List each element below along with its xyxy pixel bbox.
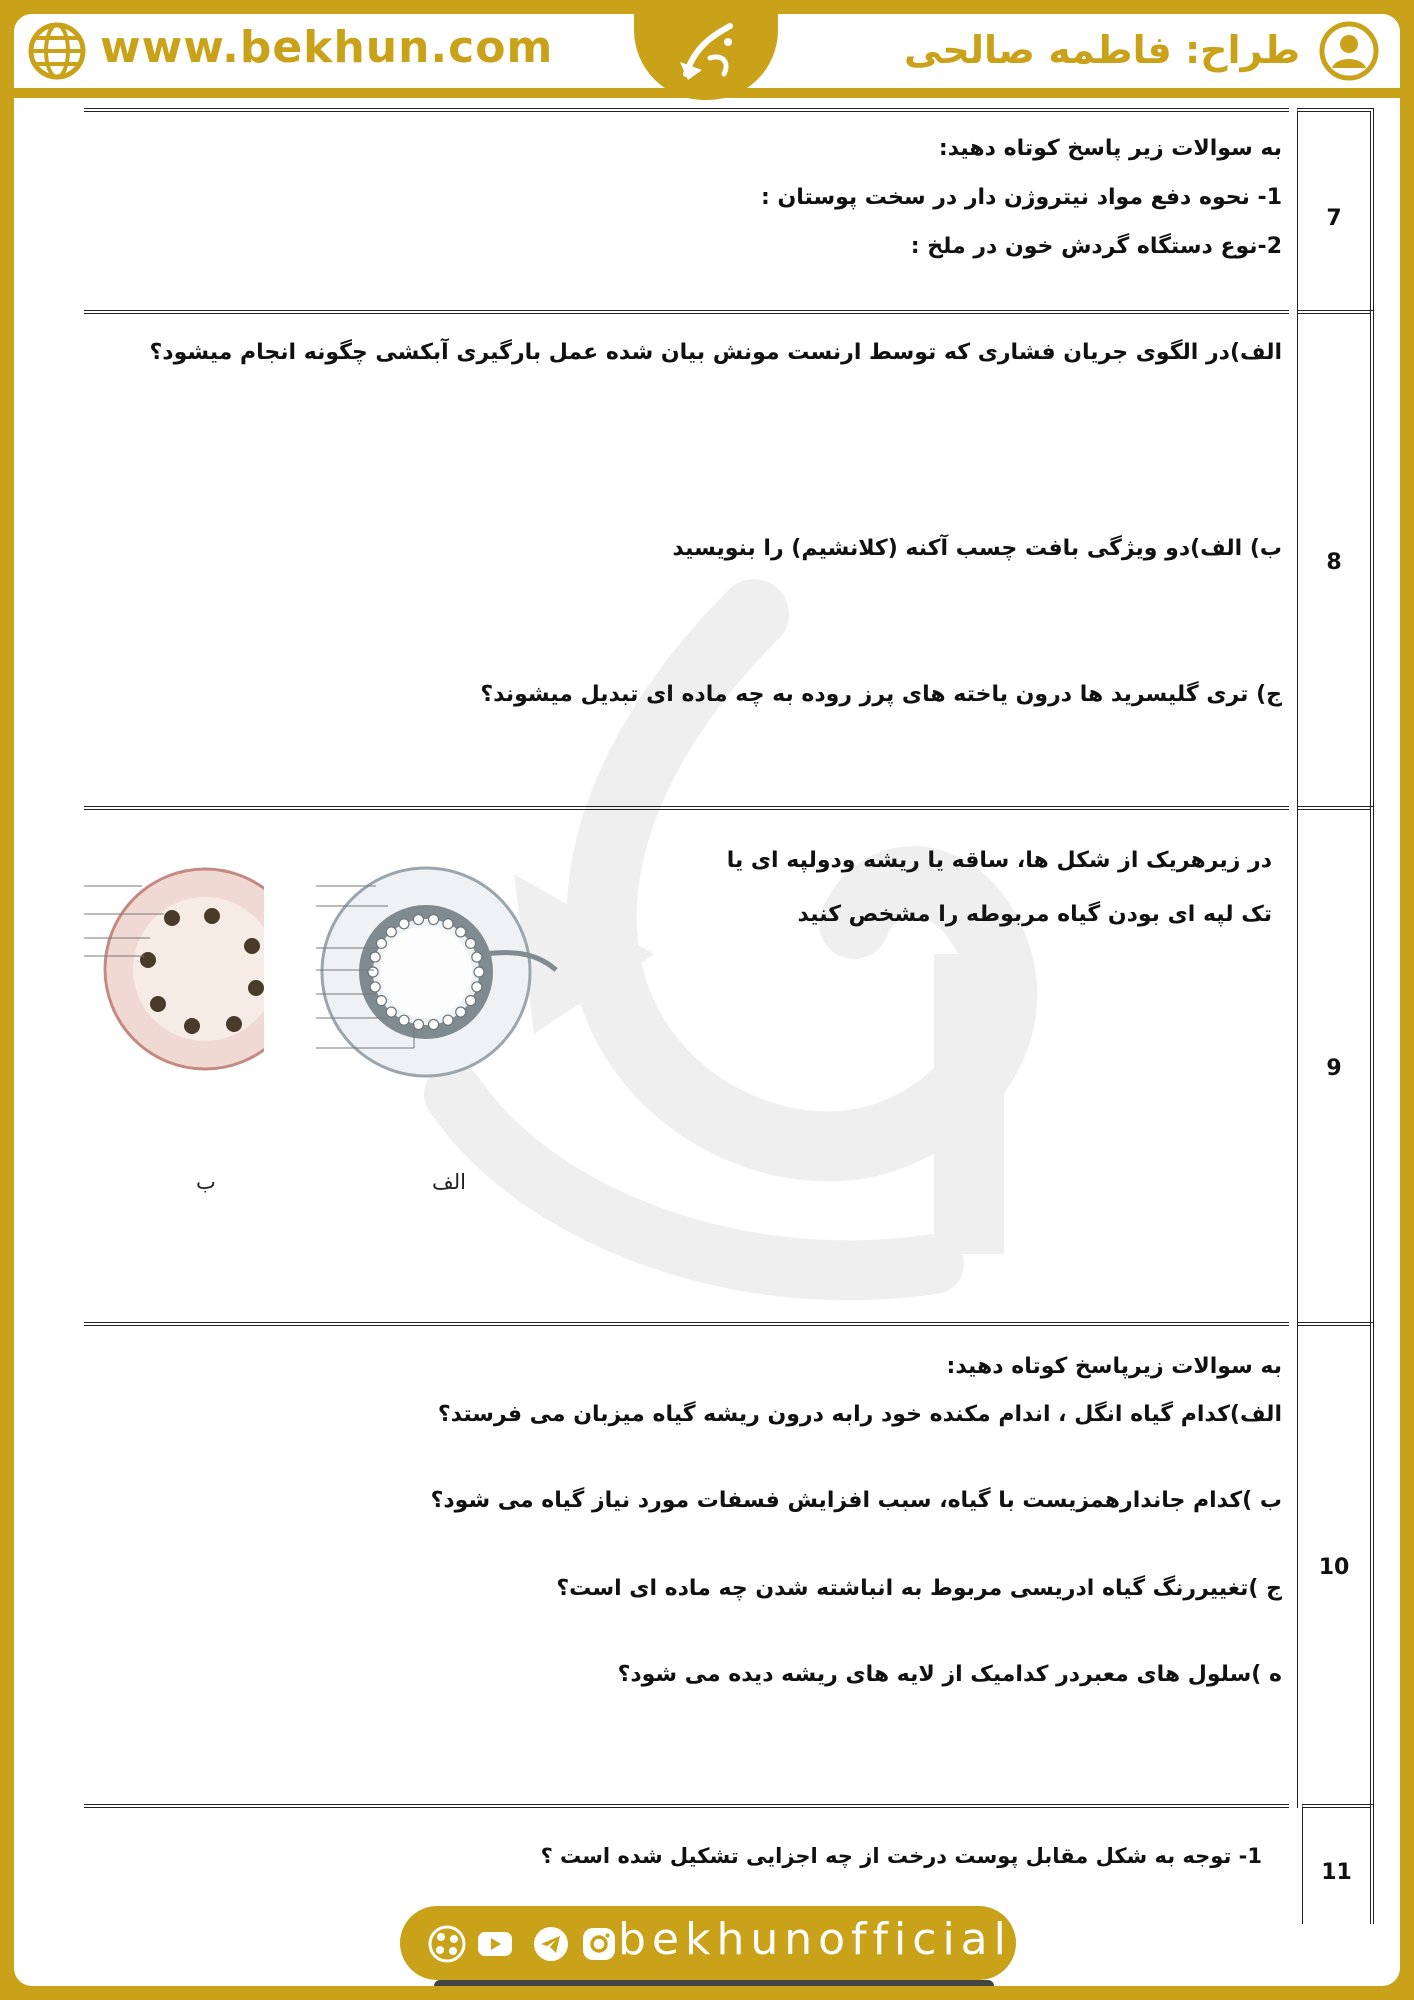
question-line: ج) تری گلیسرید ها درون یاخته های پرز روده به چه ماده ای تبدیل میشوند؟ <box>480 682 1282 707</box>
xylem-vessel <box>386 1007 396 1017</box>
question-line: الف)کدام گیاه انگل ، اندام مکنده خود رابه درون ریشه گیاه میزبان می فرستد؟ <box>437 1402 1282 1427</box>
question-line: 1- نحوه دفع مواد نیتروژن دار در سخت پوستان : <box>760 185 1282 210</box>
stem-cross-section-b <box>84 854 264 1084</box>
figure-label-a: الف <box>432 1170 466 1194</box>
bekhun-logo[interactable] <box>666 14 750 94</box>
question-8 <box>84 310 1374 810</box>
question-line: ج )تغییررنگ گیاه ادریسی مربوط به انباشته شدن چه ماده ای است؟ <box>556 1576 1282 1601</box>
youtube-icon[interactable] <box>476 1925 514 1963</box>
question-line: 2-نوع دستگاه گردش خون در ملخ : <box>910 234 1282 259</box>
question-line: ب) الف)دو ویژگی بافت چسب آکنه (کلانشیم) را بنویسید <box>672 536 1282 561</box>
question-line: 1- توجه به شکل مقابل پوست درخت از چه اجزایی تشکیل شده است ؟ <box>540 1844 1262 1868</box>
xylem-vessel <box>456 927 466 937</box>
designer-name: طراح: فاطمه صالحی <box>903 28 1300 72</box>
question-body <box>84 806 1289 1326</box>
aparat-icon[interactable] <box>428 1925 466 1963</box>
xylem-vessel <box>474 967 484 977</box>
site-url[interactable]: www.bekhun.com <box>100 22 554 73</box>
globe-icon <box>28 22 86 80</box>
xylem-vessel <box>368 967 378 977</box>
xylem-vessel <box>466 996 476 1006</box>
question-number: 8 <box>1297 310 1374 810</box>
figure-label-b: ب <box>196 1170 216 1194</box>
xylem-vessel <box>413 1019 423 1029</box>
question-line: به سوالات زیر پاسخ کوتاه دهید: <box>938 136 1282 161</box>
xylem-vessel <box>386 927 396 937</box>
xylem-vessel <box>399 919 409 929</box>
question-number: 10 <box>1297 1322 1374 1808</box>
xylem-vessel <box>429 1019 439 1029</box>
question-7 <box>84 108 1374 324</box>
footer-shadow <box>434 1980 994 1986</box>
xylem-vessel <box>376 938 386 948</box>
xylem-vessel <box>370 952 380 962</box>
question-10 <box>84 1322 1374 1808</box>
xylem-vessel <box>472 952 482 962</box>
instagram-icon[interactable] <box>580 1925 618 1963</box>
xylem-vessel <box>376 996 386 1006</box>
question-line: تک لپه ای بودن گیاه مربوطه را مشخص کنید <box>797 902 1272 927</box>
root-cross-section-a <box>316 858 588 1090</box>
xylem-vessel <box>472 982 482 992</box>
xylem-vessel <box>456 1007 466 1017</box>
worksheet-page <box>14 14 1400 1986</box>
question-body <box>84 1322 1289 1808</box>
question-line: ب )کدام جاندارهمزیست با گیاه، سبب افزایش فسفات مورد نیاز گیاه می شود؟ <box>430 1488 1282 1513</box>
telegram-icon[interactable] <box>532 1925 570 1963</box>
xylem-vessel <box>370 982 380 992</box>
page-header <box>14 14 1400 88</box>
question-line: ه )سلول های معبردر کدامیک از لایه های ریشه دیده می شود؟ <box>617 1662 1282 1687</box>
xylem-vessel <box>399 1015 409 1025</box>
user-icon <box>1318 20 1380 82</box>
xylem-vessel <box>413 915 423 925</box>
xylem-vessel <box>443 1015 453 1025</box>
question-line: به سوالات زیرپاسخ کوتاه دهید: <box>946 1354 1282 1379</box>
question-9 <box>84 806 1374 1326</box>
question-line: الف)در الگوی جریان فشاری که توسط ارنست مونش بیان شده عمل بارگیری آبکشی چگونه انجام میشود؟ <box>149 340 1282 365</box>
question-number: 11 <box>1302 1804 1374 1924</box>
question-number: 7 <box>1297 108 1374 324</box>
question-number: 9 <box>1297 806 1374 1326</box>
xylem-vessel <box>429 915 439 925</box>
xylem-vessel <box>466 938 476 948</box>
question-line: در زیرهریک از شکل ها، ساقه یا ریشه ودولپه ای یا <box>726 848 1272 873</box>
xylem-vessel <box>443 919 453 929</box>
header-divider <box>14 88 1400 98</box>
social-handle[interactable]: bekhunofficial <box>618 1914 1012 1965</box>
